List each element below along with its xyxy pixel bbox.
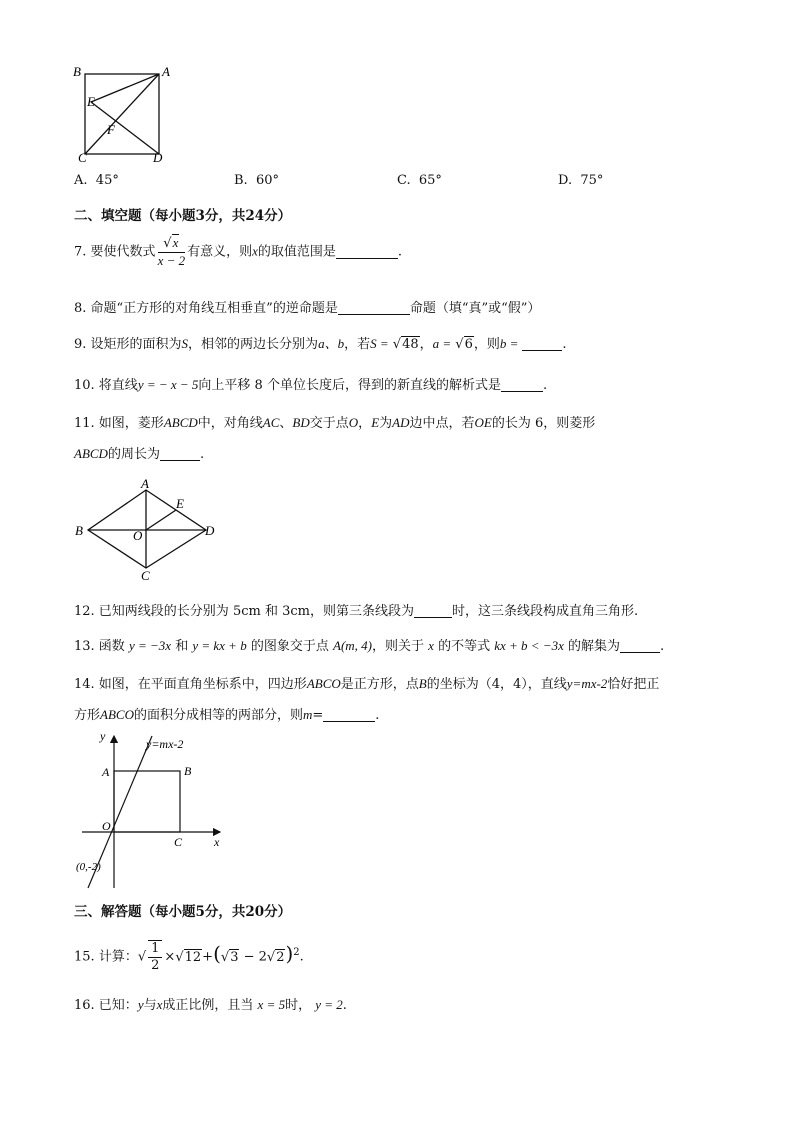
- label-e: E: [87, 94, 95, 109]
- q9-answer-blank[interactable]: [522, 336, 562, 351]
- question-8: 8. 命题“正方形的对角线互相垂直”的逆命题是 命题（填“真”或“假”）: [74, 301, 541, 316]
- question-12: 12. 已知两线段的长分别为 5cm 和 3cm，则第三条线段为 时，这三条线段构成直角三角形.: [74, 604, 639, 619]
- label-point-0-minus-2: (0,-2): [76, 861, 101, 873]
- segment-ae: [91, 74, 159, 102]
- q15-sqrt-fraction: √ $\frac{1}{2}$: [138, 940, 165, 974]
- section-2-heading: 二、填空题（每小题3分，共24分）: [74, 208, 292, 224]
- figure-q11-rhombus: [70, 474, 220, 584]
- q10-answer-blank[interactable]: [501, 377, 543, 392]
- q14-answer-blank[interactable]: [323, 707, 375, 722]
- label-o: O: [133, 528, 143, 543]
- q8-answer-blank[interactable]: [338, 300, 410, 315]
- q7-answer-blank[interactable]: [336, 244, 398, 259]
- question-10: 10. 将直线y = − x − 5向上平移 8 个单位长度后，得到的新直线的解析式是 .: [74, 377, 548, 393]
- label-line-equation: y=mx-2: [146, 737, 184, 751]
- q6-option-d: D. 75°: [558, 173, 604, 188]
- label-c: C: [141, 568, 150, 583]
- label-x-axis: x: [214, 835, 220, 849]
- question-15: 15. 计算：√ $\frac{1}{2}$ $\times√12+(√3 - 2√2)^2$.: [74, 941, 304, 973]
- label-a: A: [141, 476, 149, 491]
- segment-oe: [146, 510, 176, 530]
- q6-option-b: B. 60°: [234, 173, 279, 188]
- question-14-line-1: 14. 如图，在平面直角坐标系中，四边形ABCO是正方形，点B的坐标为（4，4），直线y=mx-2恰好把正: [74, 676, 660, 692]
- label-c: C: [174, 835, 183, 849]
- q13-answer-blank[interactable]: [620, 638, 660, 653]
- label-a: A: [162, 64, 170, 79]
- q6-option-a: A. 45°: [74, 173, 119, 188]
- q6-option-c: C. 65°: [397, 173, 442, 188]
- q12-answer-blank[interactable]: [414, 603, 452, 618]
- label-b: B: [73, 64, 81, 79]
- label-e: E: [176, 496, 184, 511]
- label-o: O: [102, 819, 111, 833]
- label-a: A: [102, 765, 110, 779]
- diagonal-ac: [85, 74, 159, 154]
- question-11-line-2: ABCD的周长为 .: [74, 446, 205, 462]
- label-b: B: [75, 523, 83, 538]
- label-b: B: [184, 764, 192, 778]
- label-f: F: [107, 122, 115, 137]
- label-d: D: [205, 523, 215, 538]
- q7-fraction: $\frac{√x}{x - 2}$: [157, 235, 186, 268]
- question-16: 16. 已知：y与x成正比例，且当 x = 5时， y = 2.: [74, 997, 347, 1013]
- q11-answer-blank[interactable]: [160, 446, 200, 461]
- question-13: 13. 函数 y = −3x 和 y = kx + b 的图象交于点 A(m, 4)，则关于 x 的不等式 kx + b < −3x 的解集为 .: [74, 638, 665, 654]
- figure-q6-square: [70, 62, 180, 164]
- label-d: D: [153, 150, 163, 164]
- label-y-axis: y: [100, 729, 106, 743]
- question-7: 7. 要使代数式 $\frac{√x}{x - 2}$ 有意义，则x的取值范围是 .: [74, 235, 403, 268]
- question-14-line-2: 方形ABCO的面积分成相等的两部分，则m= .: [74, 707, 380, 723]
- figure-q14-coordinate-plane: [74, 728, 234, 892]
- label-c: C: [78, 150, 87, 164]
- question-9: 9. 设矩形的面积为S，相邻的两边长分别为a、b，若S = √48，a = √6，则b = .: [74, 336, 567, 352]
- section-3-heading: 三、解答题（每小题5分，共20分）: [74, 904, 292, 920]
- question-11-line-1: 11. 如图，菱形ABCD中，对角线AC、BD交于点O，E为AD边中点，若OE的长为 6，则菱形: [74, 415, 596, 431]
